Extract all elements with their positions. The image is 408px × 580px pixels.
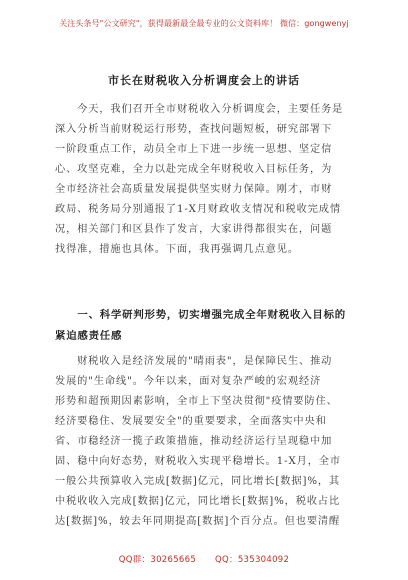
text-line: 财税收入是经济发展的"晴雨表"，是保障民生、推动 — [55, 356, 333, 367]
text-line: 达[数据]%，较去年同期提高[数据]个百分点。但也要清醒 — [55, 516, 341, 527]
text-line: 中税收收入完成[数据]亿元，同比增长[数据]%，税收占比 — [55, 496, 341, 507]
text-line: 全市经济社会高质量发展提供坚实财力保障。刚才，市财 — [55, 184, 333, 195]
text-line: 政局、税务局分别通报了1-X月财政收支情况和税收完成情 — [55, 204, 341, 215]
intro-paragraph — [55, 100, 353, 260]
text-line: 经济要稳住、发展要安全"的重要要求，全面落实中央和 — [55, 416, 327, 427]
text-line: 深入分析当前财税运行形势，查找问题短板，研究部署下 — [55, 124, 333, 135]
text-line: 找得准，措施也具体。下面，我再强调几点意见。 — [55, 244, 299, 255]
section-heading — [55, 305, 355, 347]
text-line: 一阶段重点工作，动员全市上下进一步统一思想、坚定信 — [55, 144, 333, 155]
section-body-paragraph — [55, 352, 353, 532]
text-line: 省、市稳经济一揽子政策措施，推动经济运行呈现稳中加 — [55, 436, 333, 447]
text-line: 固、稳中向好态势，财税收入实现平稳增长。1-X月，全市 — [55, 456, 341, 467]
footer-qq-group: QQ群：30265665 — [118, 555, 197, 565]
text-line: 发展的"生命线"。今年以来，面对复杂严峻的宏观经济 — [55, 376, 322, 387]
heading-line: 一、科学研判形势，切实增强完成全年财税收入目标的 — [55, 309, 346, 321]
text-line: 形势和超预期因素影响，全市上下坚决贯彻"疫情要防住、 — [55, 396, 338, 407]
footer-qq: QQ：535304092 — [215, 555, 290, 565]
footer-contact — [0, 553, 408, 565]
text-line: 今天，我们召开全市财税收入分析调度会，主要任务是 — [55, 104, 344, 115]
heading-line: 紧迫感责任感 — [55, 330, 123, 342]
text-line: 心、攻坚克难，全力以赴完成全年财税收入目标任务，为 — [55, 164, 333, 175]
document-title: 市长在财税收入分析调度会上的讲话 — [108, 74, 300, 87]
text-line: 一般公共预算收入完成[数据]亿元，同比增长[数据]%，其 — [55, 476, 341, 487]
header-banner: 关注头条号"公文研究"，获得最新最全最专业的公文资料库！ 微信：gongwenyj — [59, 19, 349, 28]
text-line: 况，相关部门和区县作了发言，大家讲得都很实在，问题 — [55, 224, 333, 235]
